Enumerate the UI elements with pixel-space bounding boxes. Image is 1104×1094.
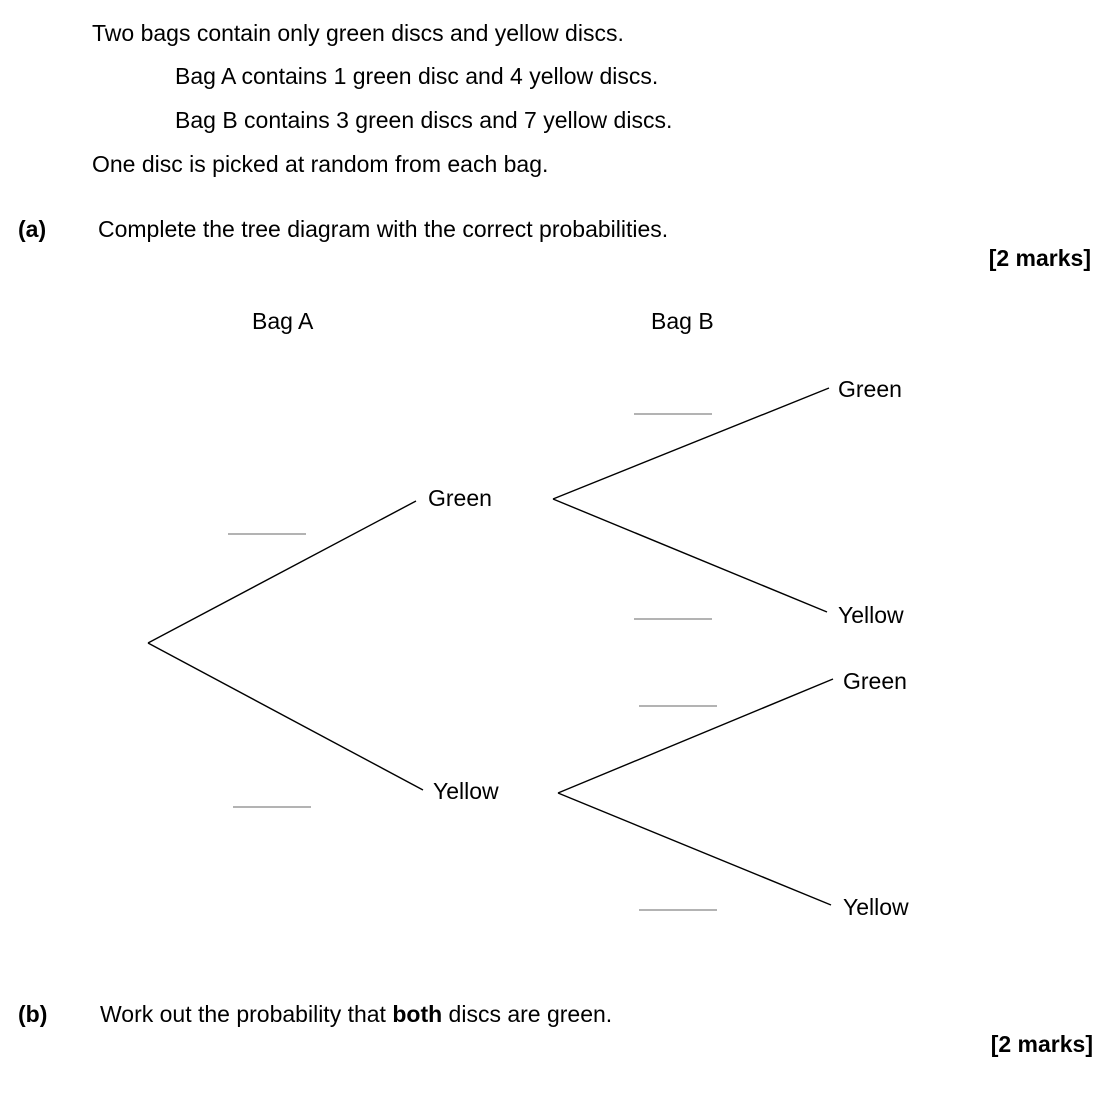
branch-yellow-green <box>558 679 833 793</box>
intro-line: Two bags contain only green discs and yellow discs. <box>92 20 624 46</box>
bag-b-contents: Bag B contains 3 green discs and 7 yellow discs. <box>175 107 673 133</box>
second-yellow-bottom-label: Yellow <box>843 894 909 920</box>
second-yellow-top-label: Yellow <box>838 602 904 628</box>
branch-green-yellow <box>553 499 827 612</box>
part-b-question <box>100 1000 612 1028</box>
pick-statement: One disc is picked at random from each bag. <box>92 151 549 177</box>
part-b-label: (b) <box>18 1001 48 1027</box>
part-b-text-after: discs are green. <box>442 1001 613 1027</box>
first-yellow-label: Yellow <box>433 778 499 804</box>
branch-a-green <box>148 501 416 643</box>
branch-green-green <box>553 388 829 499</box>
part-b-marks: [2 marks] <box>990 1031 1093 1057</box>
second-green-bottom-label: Green <box>843 668 907 694</box>
part-b-text-before: Work out the probability that <box>100 1001 393 1027</box>
part-a-marks: [2 marks] <box>988 245 1091 271</box>
branch-a-yellow <box>148 643 423 790</box>
heading-bag-b: Bag B <box>651 308 714 334</box>
branch-yellow-yellow <box>558 793 831 905</box>
second-green-top-label: Green <box>838 376 902 402</box>
part-a-label: (a) <box>18 216 47 242</box>
part-a-question: Complete the tree diagram with the correct probabilities. <box>98 216 669 242</box>
first-green-label: Green <box>428 485 492 511</box>
part-b-text-bold: both <box>392 1001 443 1027</box>
heading-bag-a: Bag A <box>252 308 314 334</box>
bag-a-contents: Bag A contains 1 green disc and 4 yellow discs. <box>175 63 659 89</box>
